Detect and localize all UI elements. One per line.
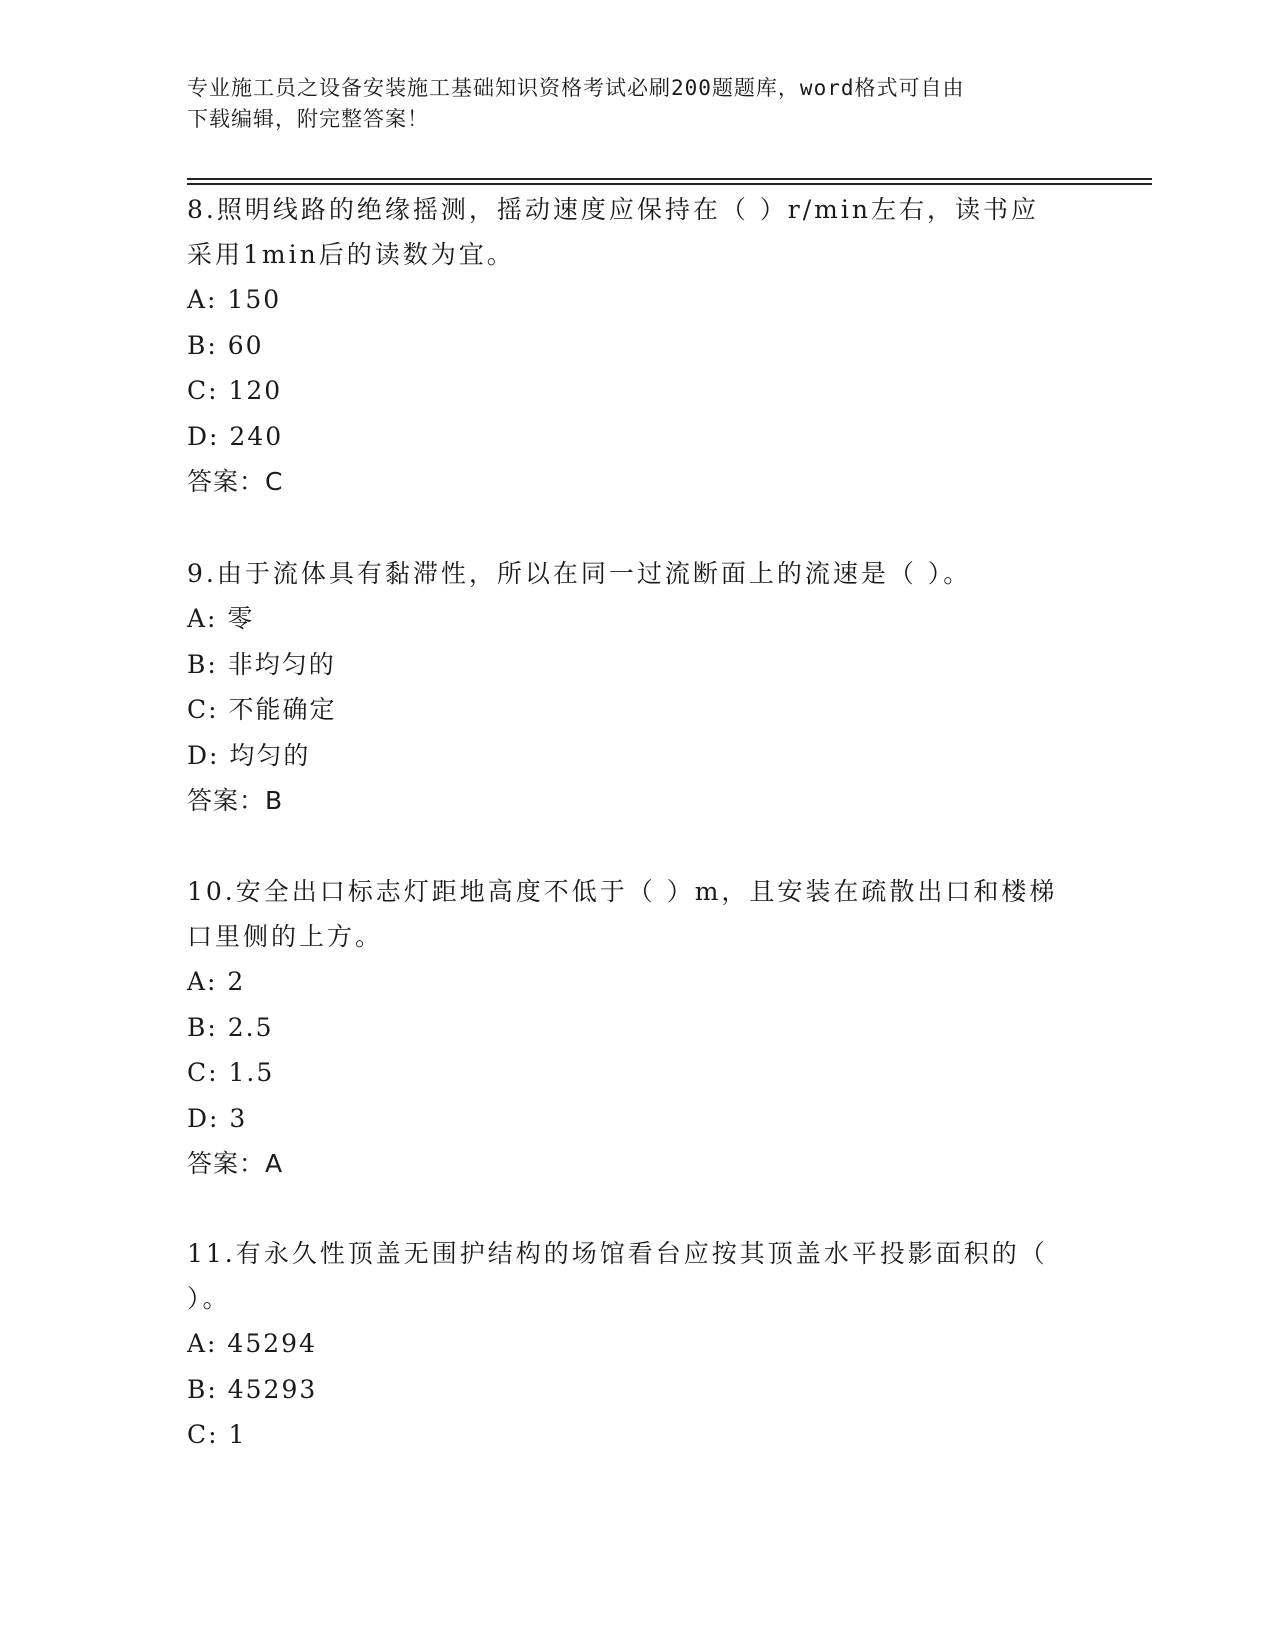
option-c: C: 1 xyxy=(187,1420,247,1449)
option-b: B: 60 xyxy=(187,330,264,360)
question-text-line-1: 9.由于流体具有黏滞性，所以在同一过流断面上的流速是（ ）。 xyxy=(187,559,972,588)
question-text-line-1: 8.照明线路的绝缘摇测，摇动速度应保持在（ ）r/min左右，读书应 xyxy=(187,195,1039,224)
option-b: B: 45293 xyxy=(187,1374,318,1404)
answer-label: 答案：C xyxy=(187,467,284,496)
question-10 xyxy=(187,869,1087,1187)
option-a: A: 150 xyxy=(187,285,282,314)
option-b: B: 2.5 xyxy=(187,1012,274,1042)
option-b: B: 非均匀的 xyxy=(187,649,336,679)
option-c: C: 1.5 xyxy=(187,1058,275,1087)
option-d: D: 均匀的 xyxy=(187,740,311,770)
question-text-line-1: 10.安全出口标志灯距地高度不低于（ ）m，且安装在疏散出口和楼梯 xyxy=(187,877,1058,906)
option-d: D: 240 xyxy=(187,421,284,451)
answer-label: 答案：B xyxy=(187,786,284,815)
header-divider-bottom xyxy=(187,183,1152,185)
question-11 xyxy=(187,1231,1087,1458)
question-8 xyxy=(187,187,1087,505)
answer-label: 答案：A xyxy=(187,1149,284,1178)
question-text-line-2: ）。 xyxy=(187,1284,231,1313)
option-a: A: 45294 xyxy=(187,1329,317,1358)
document-header xyxy=(187,73,1067,135)
header-title-line-1: 专业施工员之设备安装施工基础知识资格考试必刷200题题库，word格式可自由 xyxy=(187,76,965,100)
option-a: A: 2 xyxy=(187,967,246,996)
question-text-line-2: 口里侧的上方。 xyxy=(187,922,384,951)
question-9 xyxy=(187,551,1087,824)
option-d: D: 3 xyxy=(187,1103,248,1133)
question-text-line-1: 11.有永久性顶盖无围护结构的场馆看台应按其顶盖水平投影面积的（ xyxy=(187,1239,1048,1268)
header-title-line-2: 下载编辑，附完整答案！ xyxy=(187,107,429,131)
option-c: C: 不能确定 xyxy=(187,695,337,724)
option-a: A: 零 xyxy=(187,604,255,633)
option-c: C: 120 xyxy=(187,376,283,405)
question-text-line-2: 采用1min后的读数为宜。 xyxy=(187,240,515,269)
header-divider-top xyxy=(187,178,1152,180)
